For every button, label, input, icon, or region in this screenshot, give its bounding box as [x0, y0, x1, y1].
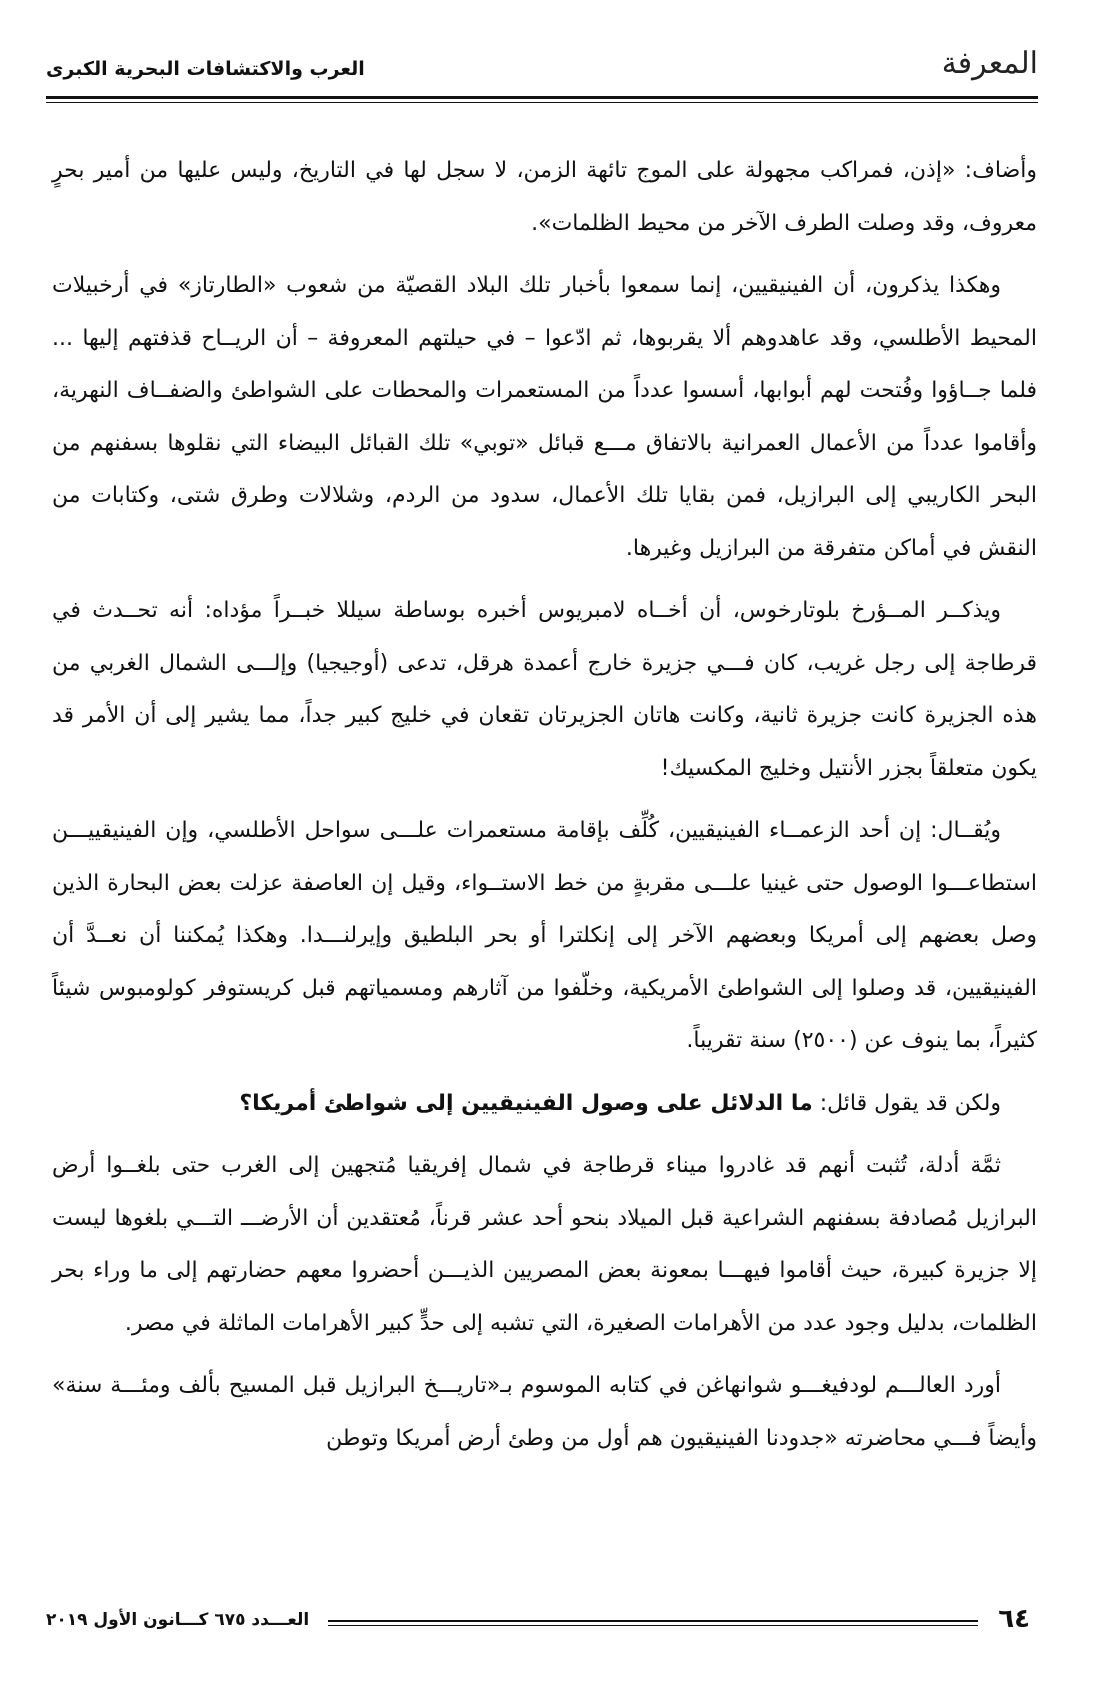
header-rule-thick: [46, 96, 1038, 99]
page-header: [46, 48, 1038, 92]
page-footer: [46, 1604, 1038, 1638]
paragraph-3: ويذكــر المــؤرخ بلوتارخوس، أن أخــاه لامبريوس أخبره بوساطة سيللا خبــراً مؤداه: أنه تحــدث في قرطاجة إلى رجل غريب، كان فـــي جزيرة خارج أعمدة هرقل، تدعى (أوجيجيا) وإلـــى الشمال الغربي من هذه الجزيرة كانت جزيرة ثانية، وكانت هاتان الجزيرتان تقعان في خليج كبير جداً، مما يشير إلى أن الأمر قد يكون متعلقاً بجزر الأنتيل وخليج المكسيك!: [52, 598, 1037, 781]
paragraph-2: وهكذا يذكرون، أن الفينيقيين، إنما سمعوا بأخبار تلك البلاد القصيّة من شعوب «الطارتاز» في أرخبيلات المحيط الأطلسي، وقد عاهدوهم ألا يقربوها، ثم ادّعوا – في حيلتهم المعروفة – أن الريــاح قذفتهم إليها ... فلما جــاؤوا وفُتحت لهم أبوابها، أسسوا عدداً من المستعمرات والمحطات على الشواطئ والضفــاف النهرية، وأقاموا عدداً من الأعمال العمرانية بالاتفاق مـــع قبائل «توبي» تلك القبائل البيضاء التي نقلوها بسفنهم من البحر الكاريبي إلى البرازيل، فمن بقايا تلك الأعمال، سدود من الردم، وشلالات وطرق شتى، وكتابات من النقش في أماكن متفرقة من البرازيل وغيرها.: [52, 273, 1037, 561]
paragraph-4: ويُقــال: إن أحد الزعمــاء الفينيقيين، كُلِّف بإقامة مستعمرات علـــى سواحل الأطلسي، وإن الفينيقييـــن استطاعـــوا الوصول حتى غينيا علـــى مقربةٍ من خط الاستــواء، وقيل إن العاصفة عزلت بعض البحارة الذين وصل بعضهم إلى أمريكا وبعضهم الآخر إلى إنكلترا أو بحر البلطيق وإيرلنـــدا. وهكذا يُمكننا أن نعــدَّ أن الفينيقيين، قد وصلوا إلى الشواطئ الأمريكية، وخلّفوا من آثارهم ومسمياتهم قبل كريستوفر كولومبوس شيئاً كثيراً، بما ينوف عن (٢٥٠٠) سنة تقريباً.: [52, 818, 1037, 1053]
article-body: [52, 145, 1037, 1475]
header-rule-thin: [46, 102, 1038, 103]
magazine-logo: المعرفة: [941, 46, 1038, 81]
paragraph-1: وأضاف: «إذن، فمراكب مجهولة على الموج تائهة الزمن، لا سجل لها في التاريخ، وليس عليها من أمير بحرٍ معروف، وقد وصلت الطرف الآخر من محيط الظلمات».: [52, 158, 1037, 236]
paragraph-6: أورد العالـــم لودفيغـــو شوانهاغن في كتابه الموسوم بـ«تاريـــخ البرازيل قبل المسيح بألف ومئـــة سنة» وأيضاً فـــي محاضرته «جدودنا الفينيقيون هم أول من وطئ أرض أمريكا وتوطن: [52, 1373, 1037, 1451]
footer-rule: [328, 1620, 978, 1626]
issue-info: العـــدد ٦٧٥ كـــانون الأول ٢٠١٩: [46, 1610, 310, 1630]
question-lead: ولكن قد يقول قائل:: [819, 1090, 1001, 1116]
running-title: العرب والاكتشافات البحرية الكبرى: [46, 58, 365, 80]
question-paragraph: [52, 1078, 1037, 1131]
paragraph-5: ثمَّة أدلة، تُثبت أنهم قد غادروا ميناء قرطاجة في شمال إفريقيا مُتجهين إلى الغرب حتى بلغــوا أرض البرازيل مُصادفة بسفنهم الشراعية قبل الميلاد بنحو أحد عشر قرناً، مُعتقدين أن الأرضـــ التـــي بلغوها ليست إلا جزيرة كبيرة، حيث أقاموا فيهـــا بمعونة بعض المصريين الذيـــن أحضروا معهم حضارتهم إلى ما وراء بحر الظلمات، بدليل وجود عدد من الأهرامات الصغيرة، التي تشبه إلى حدٍّ كبير الأهرامات الماثلة في مصر.: [52, 1153, 1037, 1336]
question-text: ما الدلائل على وصول الفينيقيين إلى شواطئ أمريكا؟: [239, 1090, 813, 1116]
page-number: ٦٤: [998, 1604, 1030, 1634]
